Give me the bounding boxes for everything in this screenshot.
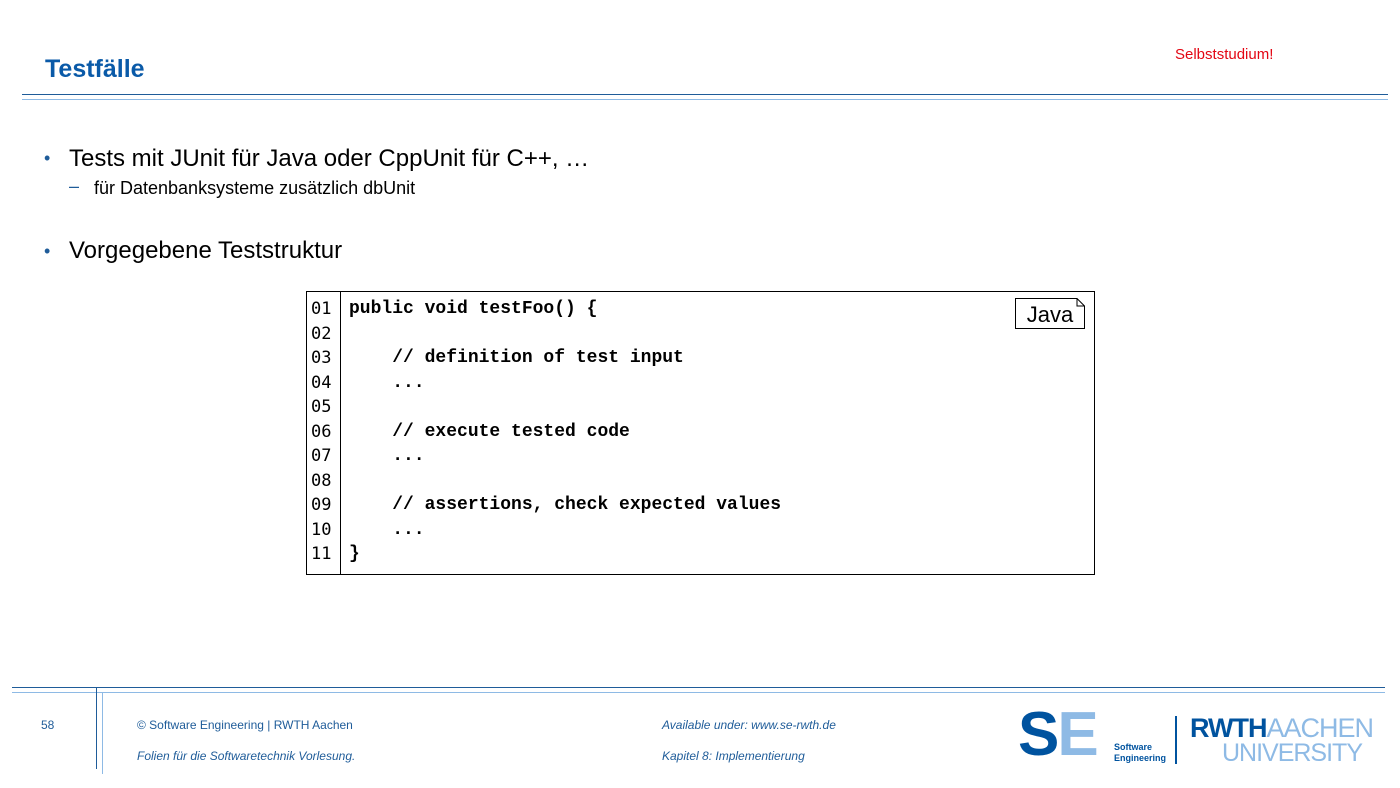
language-tag bbox=[1015, 298, 1085, 329]
code-text: } bbox=[349, 544, 360, 564]
rwth-logo-bottom: UNIVERSITY bbox=[1221, 739, 1362, 767]
logo-separator bbox=[1175, 716, 1177, 764]
footer-vertical-divider-secondary bbox=[102, 692, 103, 774]
sub-bullet-marker: – bbox=[69, 176, 80, 196]
code-line bbox=[307, 469, 1094, 493]
code-listing bbox=[306, 291, 1095, 575]
bullet-item-2: Vorgegebene Teststruktur bbox=[69, 237, 343, 264]
code-text: ... bbox=[349, 446, 425, 466]
code-line bbox=[307, 444, 1094, 468]
line-number: 05 bbox=[311, 397, 332, 417]
code-text: ... bbox=[349, 520, 425, 540]
code-line bbox=[307, 371, 1094, 395]
se-logo-text: SE bbox=[1018, 700, 1097, 769]
footer-copyright: © Software Engineering | RWTH Aachen bbox=[137, 718, 353, 732]
line-number: 09 bbox=[311, 495, 332, 515]
rwth-logo bbox=[1190, 713, 1374, 767]
bullet-marker: • bbox=[44, 241, 51, 261]
self-study-badge: Selbststudium! bbox=[1175, 46, 1274, 63]
page-number: 58 bbox=[41, 718, 55, 732]
code-line bbox=[307, 420, 1094, 444]
footer-available: Available under: www.se-rwth.de bbox=[662, 718, 836, 732]
code-text: public void testFoo() { bbox=[349, 299, 598, 319]
footer-vertical-divider bbox=[96, 687, 97, 769]
footer-chapter: Kapitel 8: Implementierung bbox=[662, 749, 805, 763]
line-number: 04 bbox=[311, 373, 332, 393]
header-divider bbox=[22, 94, 1388, 95]
language-label: Java bbox=[1026, 302, 1074, 327]
rwth-logo-top: RWTHAACHEN bbox=[1190, 713, 1374, 743]
code-line bbox=[307, 297, 1094, 321]
line-number: 07 bbox=[311, 446, 332, 466]
header-divider-secondary bbox=[22, 99, 1388, 100]
slide-title: Testfälle bbox=[45, 55, 145, 83]
footer-divider bbox=[12, 687, 1385, 688]
line-number: 01 bbox=[311, 299, 332, 319]
code-text: ... bbox=[349, 373, 425, 393]
line-number: 08 bbox=[311, 471, 332, 491]
code-line bbox=[307, 493, 1094, 517]
code-line bbox=[307, 346, 1094, 370]
code-line bbox=[307, 322, 1094, 346]
line-number: 10 bbox=[311, 520, 332, 540]
se-logo bbox=[1018, 700, 1168, 769]
footer-divider-secondary bbox=[12, 692, 1385, 693]
line-number: 06 bbox=[311, 422, 332, 442]
code-line bbox=[307, 518, 1094, 542]
code-text: // assertions, check expected values bbox=[349, 495, 782, 515]
code-line bbox=[307, 542, 1094, 566]
footer-course: Folien für die Softwaretechnik Vorlesung. bbox=[137, 749, 356, 763]
line-number: 03 bbox=[311, 348, 332, 368]
code-text: // definition of test input bbox=[349, 348, 684, 368]
code-text: // execute tested code bbox=[349, 422, 630, 442]
code-line bbox=[307, 395, 1094, 419]
sub-bullet-item-1: für Datenbanksysteme zusätzlich dbUnit bbox=[94, 178, 416, 198]
se-logo-sub: Software Engineering bbox=[1114, 742, 1167, 763]
line-number: 11 bbox=[311, 544, 332, 564]
line-number: 02 bbox=[311, 324, 332, 344]
bullet-marker: • bbox=[44, 148, 51, 168]
bullet-item-1: Tests mit JUnit für Java oder CppUnit für C++, … bbox=[69, 145, 590, 172]
